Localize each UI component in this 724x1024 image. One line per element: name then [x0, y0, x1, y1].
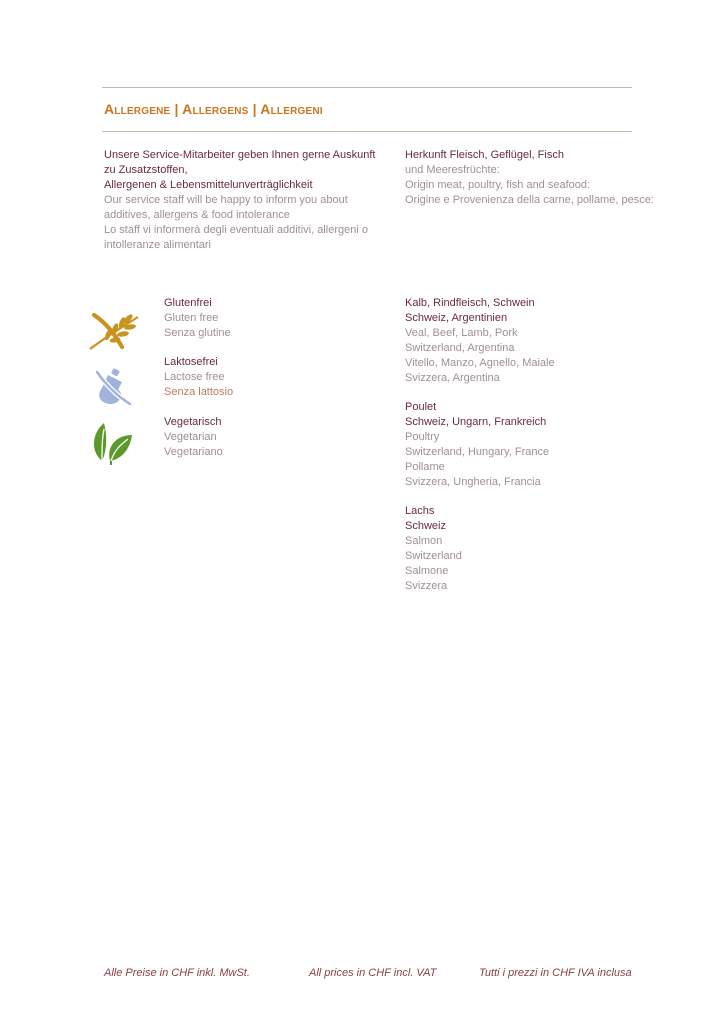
legend-vegetarian-en: Vegetarian	[164, 431, 217, 443]
origin-intro	[405, 148, 654, 208]
intro-line-de-1: Unsere Service-Mitarbeiter geben Ihnen gerne Auskunft	[104, 149, 376, 161]
legend-gluten-free	[164, 296, 231, 341]
origin-poultry	[405, 400, 549, 490]
origin-salmon-name-en: Salmon	[405, 535, 443, 547]
lactose-free-icon	[92, 366, 134, 408]
origin-salmon-title: Lachs	[405, 505, 435, 517]
origin-meat-countries-en: Switzerland, Argentina	[405, 342, 515, 354]
origin-salmon-countries-de: Schweiz	[405, 520, 446, 532]
legend-lactose-de: Laktosefrei	[164, 356, 218, 368]
legend-lactose-it: Senza lattosio	[164, 386, 234, 398]
origin-poultry-title: Poulet	[405, 401, 437, 413]
legend-gluten-de: Glutenfrei	[164, 297, 212, 309]
service-intro	[104, 148, 376, 253]
footer-price-note-en: All prices in CHF incl. VAT	[309, 967, 437, 979]
legend-vegetarian	[164, 415, 223, 460]
origin-poultry-countries-it: Svizzera, Ungheria, Francia	[405, 476, 541, 488]
origin-intro-de-2: und Meeresfrüchte:	[405, 164, 500, 176]
legend-lactose-free	[164, 355, 233, 400]
origin-meat-countries-it: Svizzera, Argentina	[405, 372, 500, 384]
page-title: Allergene | Allergens | Allergeni	[104, 101, 323, 117]
origin-salmon-name-it: Salmone	[405, 565, 449, 577]
intro-line-de-3: Allergenen & Lebensmittelunverträglichkeit	[104, 179, 313, 191]
origin-intro-en: Origin meat, poultry, fish and seafood:	[405, 179, 591, 191]
intro-line-it-1: Lo staff vi informerà degli eventuali additivi, allergeni o	[104, 224, 368, 236]
origin-meat-title: Kalb, Rindfleisch, Schwein	[405, 297, 535, 309]
origin-salmon	[405, 504, 462, 594]
legend-lactose-en: Lactose free	[164, 371, 225, 383]
origin-intro-it: Origine e Provenienza della carne, pollame, pesce:	[405, 194, 654, 206]
origin-meat-name-it: Vitello, Manzo, Agnello, Maiale	[405, 357, 555, 369]
top-rule	[102, 87, 632, 88]
origin-poultry-name-en: Poultry	[405, 431, 440, 443]
intro-line-it-2: intolleranze alimentari	[104, 239, 211, 251]
vegetarian-icon	[90, 421, 134, 467]
origin-poultry-countries-en: Switzerland, Hungary, France	[405, 446, 550, 458]
origin-poultry-name-it: Pollame	[405, 461, 445, 473]
origin-salmon-countries-en: Switzerland	[405, 550, 462, 562]
intro-line-de-2: zu Zusatzstoffen,	[104, 164, 188, 176]
origin-meat	[405, 296, 555, 386]
origin-salmon-countries-it: Svizzera	[405, 580, 448, 592]
footer-price-note-de: Alle Preise in CHF inkl. MwSt.	[104, 967, 250, 979]
intro-line-en-2: additives, allergens & food intolerance	[104, 209, 290, 221]
legend-gluten-en: Gluten free	[164, 312, 219, 324]
gluten-free-icon	[84, 309, 144, 351]
legend-vegetarian-it: Vegetariano	[164, 446, 223, 458]
title-rule	[102, 131, 632, 132]
intro-line-en-1: Our service staff will be happy to inform you about	[104, 194, 348, 206]
origin-meat-countries-de: Schweiz, Argentinien	[405, 312, 508, 324]
legend-vegetarian-de: Vegetarisch	[164, 416, 222, 428]
origin-poultry-countries-de: Schweiz, Ungarn, Frankreich	[405, 416, 547, 428]
origin-meat-name-en: Veal, Beef, Lamb, Pork	[405, 327, 518, 339]
origin-intro-de-1: Herkunft Fleisch, Geflügel, Fisch	[405, 149, 564, 161]
footer-price-note-it: Tutti i prezzi in CHF IVA inclusa	[479, 967, 632, 979]
legend-gluten-it: Senza glutine	[164, 327, 231, 339]
